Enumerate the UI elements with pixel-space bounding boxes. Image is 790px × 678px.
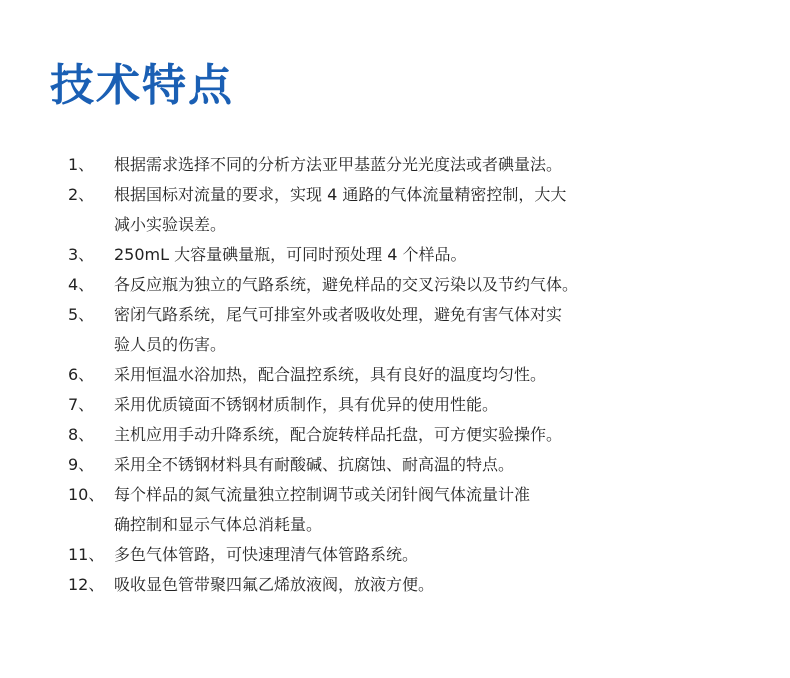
feature-text: 多色气体管路，可快速理清气体管路系统。 [114,545,419,564]
feature-text: 减小实验误差。 [114,215,227,234]
feature-text: 采用恒温水浴加热，配合温控系统，具有良好的温度均匀性。 [114,365,547,384]
page-title: 技术特点 [50,60,234,111]
feature-text: 采用全不锈钢材料具有耐酸碱、抗腐蚀、耐高温的特点。 [114,455,515,474]
feature-number: 10、 [68,485,105,504]
feature-text: 密闭气路系统，尾气可排室外或者吸收处理，避免有害气体对实 [114,305,563,324]
feature-number: 12、 [68,575,105,594]
feature-number: 11、 [68,545,105,564]
feature-item [68,300,768,360]
feature-list [68,150,768,600]
feature-item [68,270,768,300]
feature-line [68,480,768,510]
feature-item [68,480,768,540]
feature-item [68,450,768,480]
feature-line [68,390,768,420]
feature-line [68,540,768,570]
feature-line-continuation [68,510,768,540]
feature-line [68,360,768,390]
feature-text: 每个样品的氮气流量独立控制调节或关闭针阀气体流量计准 [114,485,531,504]
feature-line [68,150,768,180]
feature-line [68,240,768,270]
feature-item [68,360,768,390]
feature-item [68,390,768,420]
feature-item [68,540,768,570]
feature-line [68,300,768,330]
feature-number: 5、 [68,305,95,324]
feature-text: 采用优质镜面不锈钢材质制作，具有优异的使用性能。 [114,395,499,414]
feature-number: 2、 [68,185,95,204]
feature-text: 吸收显色管带聚四氟乙烯放液阀，放液方便。 [114,575,435,594]
feature-item [68,570,768,600]
feature-number: 4、 [68,275,95,294]
feature-number: 7、 [68,395,95,414]
feature-number: 6、 [68,365,95,384]
feature-line [68,450,768,480]
feature-item [68,180,768,240]
feature-number: 9、 [68,455,95,474]
feature-line-continuation [68,330,768,360]
feature-text: 根据需求选择不同的分析方法亚甲基蓝分光光度法或者碘量法。 [114,155,563,174]
feature-line [68,570,768,600]
feature-item [68,420,768,450]
feature-text: 各反应瓶为独立的气路系统，避免样品的交叉污染以及节约气体。 [114,275,579,294]
feature-number: 1、 [68,155,95,174]
feature-line-continuation [68,210,768,240]
feature-text: 确控制和显示气体总消耗量。 [114,515,323,534]
feature-text: 根据国标对流量的要求，实现 4 通路的气体流量精密控制，大大 [114,185,567,204]
feature-text: 主机应用手动升降系统，配合旋转样品托盘，可方便实验操作。 [114,425,563,444]
feature-text: 验人员的伤害。 [114,335,227,354]
feature-line [68,180,768,210]
feature-number: 8、 [68,425,95,444]
feature-item [68,240,768,270]
feature-line [68,270,768,300]
feature-line [68,420,768,450]
feature-text: 250mL 大容量碘量瓶，可同时预处理 4 个样品。 [114,245,467,264]
feature-number: 3、 [68,245,95,264]
feature-item [68,150,768,180]
